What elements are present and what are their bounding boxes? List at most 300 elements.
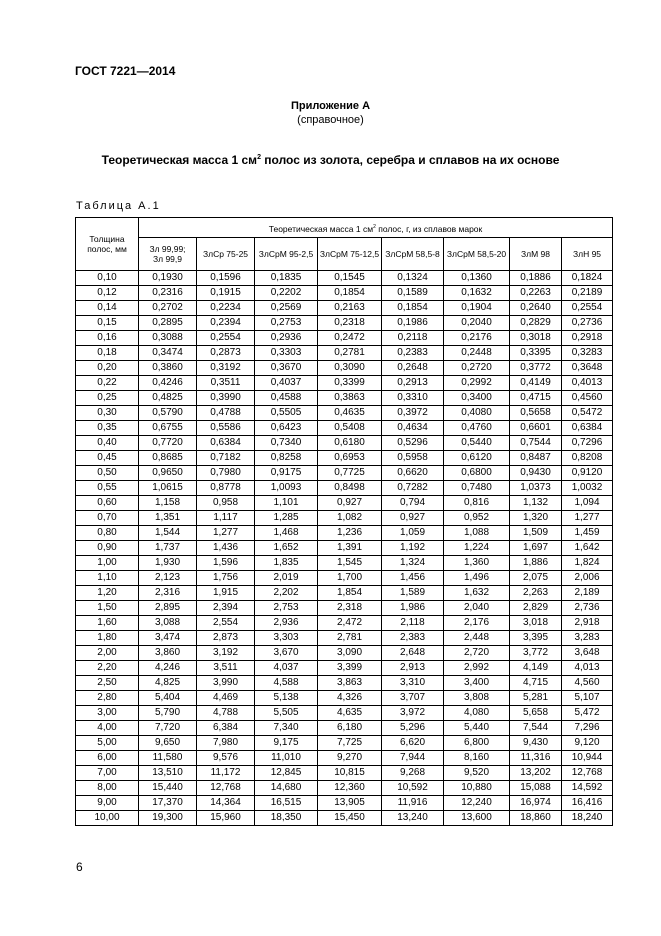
section-heading xyxy=(0,153,661,167)
table-label: Таблица А.1 xyxy=(76,200,161,212)
mass-cell: 1,094 xyxy=(562,496,613,511)
mass-cell: 0,2640 xyxy=(510,301,562,316)
mass-cell: 5,281 xyxy=(510,691,562,706)
mass-cell: 1,854 xyxy=(318,586,382,601)
table-row xyxy=(76,376,613,391)
thickness-cell: 0,45 xyxy=(76,451,139,466)
table-row xyxy=(76,301,613,316)
mass-cell: 0,3303 xyxy=(255,346,318,361)
mass-cell: 12,768 xyxy=(197,781,255,796)
appendix-subtitle: (справочное) xyxy=(297,114,364,126)
table-row xyxy=(76,736,613,751)
thickness-cell: 6,00 xyxy=(76,751,139,766)
mass-cell: 6,384 xyxy=(197,721,255,736)
mass-cell: 0,927 xyxy=(318,496,382,511)
mass-cell: 0,6384 xyxy=(197,436,255,451)
mass-cell: 0,7720 xyxy=(139,436,197,451)
thickness-cell: 4,00 xyxy=(76,721,139,736)
mass-cell: 2,448 xyxy=(444,631,510,646)
mass-cell: 0,4560 xyxy=(562,391,613,406)
mass-cell: 1,632 xyxy=(444,586,510,601)
mass-cell: 5,404 xyxy=(139,691,197,706)
thickness-cell: 1,00 xyxy=(76,556,139,571)
thickness-cell: 0,22 xyxy=(76,376,139,391)
table-row xyxy=(76,601,613,616)
mass-cell: 15,450 xyxy=(318,811,382,826)
alloy-column-header-line: ЗлСрМ 75-12,5 xyxy=(319,249,380,259)
mass-cell: 1,468 xyxy=(255,526,318,541)
alloy-column-header-line: ЗлСр 75-25 xyxy=(202,249,249,259)
mass-cell: 1,496 xyxy=(444,571,510,586)
mass-cell: 0,1824 xyxy=(562,271,613,286)
mass-cell: 2,554 xyxy=(197,616,255,631)
mass-cell: 1,0373 xyxy=(510,481,562,496)
mass-cell: 1,324 xyxy=(382,556,444,571)
mass-cell: 0,3395 xyxy=(510,346,562,361)
mass-cell: 2,895 xyxy=(139,601,197,616)
mass-cell: 9,650 xyxy=(139,736,197,751)
mass-cell: 0,1589 xyxy=(382,286,444,301)
mass-cell: 18,860 xyxy=(510,811,562,826)
mass-cell: 7,944 xyxy=(382,751,444,766)
mass-cell: 15,440 xyxy=(139,781,197,796)
mass-cell: 0,3018 xyxy=(510,331,562,346)
mass-cell: 0,2394 xyxy=(197,316,255,331)
mass-cell: 0,3474 xyxy=(139,346,197,361)
group-column-header xyxy=(139,218,613,238)
mass-cell: 9,268 xyxy=(382,766,444,781)
mass-cell: 14,680 xyxy=(255,781,318,796)
mass-cell: 0,6800 xyxy=(444,466,510,481)
table-row xyxy=(76,361,613,376)
heading-text-before: Теоретическая масса 1 см xyxy=(101,153,258,167)
mass-cell: 3,990 xyxy=(197,676,255,691)
mass-cell: 0,2176 xyxy=(444,331,510,346)
mass-cell: 0,6180 xyxy=(318,436,382,451)
mass-cell: 0,2918 xyxy=(562,331,613,346)
mass-cell: 12,240 xyxy=(444,796,510,811)
mass-cell: 0,4149 xyxy=(510,376,562,391)
mass-cell: 1,459 xyxy=(562,526,613,541)
mass-cell: 0,6755 xyxy=(139,421,197,436)
mass-cell: 17,370 xyxy=(139,796,197,811)
mass-cell: 2,913 xyxy=(382,661,444,676)
mass-cell: 11,010 xyxy=(255,751,318,766)
heading-text-after: полос из золота, серебра и сплавов на их основе xyxy=(260,153,560,167)
mass-cell: 13,240 xyxy=(382,811,444,826)
table-row xyxy=(76,496,613,511)
mass-cell: 2,394 xyxy=(197,601,255,616)
mass-cell: 3,310 xyxy=(382,676,444,691)
table-row xyxy=(76,436,613,451)
mass-cell: 10,880 xyxy=(444,781,510,796)
mass-cell: 1,158 xyxy=(139,496,197,511)
mass-cell: 2,936 xyxy=(255,616,318,631)
alloy-column-header xyxy=(382,238,444,271)
table-row xyxy=(76,556,613,571)
thickness-cell: 0,55 xyxy=(76,481,139,496)
alloy-column-header xyxy=(510,238,562,271)
mass-cell: 0,5440 xyxy=(444,436,510,451)
table-row xyxy=(76,331,613,346)
mass-cell: 1,545 xyxy=(318,556,382,571)
mass-cell: 0,3192 xyxy=(197,361,255,376)
mass-cell: 0,8258 xyxy=(255,451,318,466)
mass-cell: 0,2895 xyxy=(139,316,197,331)
mass-cell: 14,364 xyxy=(197,796,255,811)
thickness-cell: 7,00 xyxy=(76,766,139,781)
mass-cell: 1,700 xyxy=(318,571,382,586)
mass-cell: 2,720 xyxy=(444,646,510,661)
mass-cell: 0,9650 xyxy=(139,466,197,481)
mass-cell: 3,303 xyxy=(255,631,318,646)
mass-cell: 2,263 xyxy=(510,586,562,601)
mass-cell: 0,7480 xyxy=(444,481,510,496)
mass-cell: 0,6953 xyxy=(318,451,382,466)
table-row xyxy=(76,721,613,736)
mass-cell: 0,2448 xyxy=(444,346,510,361)
mass-cell: 3,395 xyxy=(510,631,562,646)
mass-cell: 0,4037 xyxy=(255,376,318,391)
mass-cell: 0,5586 xyxy=(197,421,255,436)
mass-cell: 1,277 xyxy=(562,511,613,526)
mass-cell: 9,430 xyxy=(510,736,562,751)
mass-cell: 0,5408 xyxy=(318,421,382,436)
mass-cell: 0,4588 xyxy=(255,391,318,406)
mass-cell: 1,0615 xyxy=(139,481,197,496)
mass-cell: 1,986 xyxy=(382,601,444,616)
table-row xyxy=(76,421,613,436)
mass-cell: 0,2263 xyxy=(510,286,562,301)
mass-cell: 0,7182 xyxy=(197,451,255,466)
mass-cell: 1,351 xyxy=(139,511,197,526)
mass-cell: 0,3990 xyxy=(197,391,255,406)
page-number: 6 xyxy=(76,860,83,874)
mass-cell: 1,391 xyxy=(318,541,382,556)
mass-cell: 3,018 xyxy=(510,616,562,631)
mass-cell: 1,082 xyxy=(318,511,382,526)
mass-cell: 5,107 xyxy=(562,691,613,706)
mass-cell: 1,835 xyxy=(255,556,318,571)
thickness-cell: 0,90 xyxy=(76,541,139,556)
mass-cell: 0,5505 xyxy=(255,406,318,421)
table-row xyxy=(76,286,613,301)
mass-cell: 3,474 xyxy=(139,631,197,646)
thickness-cell: 0,70 xyxy=(76,511,139,526)
mass-cell: 0,8778 xyxy=(197,481,255,496)
thickness-cell: 1,10 xyxy=(76,571,139,586)
mass-cell: 5,658 xyxy=(510,706,562,721)
table-row xyxy=(76,676,613,691)
mass-cell: 1,589 xyxy=(382,586,444,601)
mass-cell: 1,117 xyxy=(197,511,255,526)
mass-cell: 3,648 xyxy=(562,646,613,661)
mass-cell: 0,4825 xyxy=(139,391,197,406)
mass-cell: 0,1360 xyxy=(444,271,510,286)
mass-cell: 3,972 xyxy=(382,706,444,721)
mass-cell: 0,3772 xyxy=(510,361,562,376)
thickness-cell: 0,16 xyxy=(76,331,139,346)
mass-cell: 1,824 xyxy=(562,556,613,571)
mass-cell: 0,7980 xyxy=(197,466,255,481)
table-row xyxy=(76,481,613,496)
mass-cell: 0,3088 xyxy=(139,331,197,346)
mass-cell: 1,320 xyxy=(510,511,562,526)
thickness-column-header: Толщина полос, мм xyxy=(76,218,139,271)
table-row xyxy=(76,316,613,331)
thickness-cell: 0,25 xyxy=(76,391,139,406)
mass-cell: 1,101 xyxy=(255,496,318,511)
mass-cell: 12,845 xyxy=(255,766,318,781)
table-row xyxy=(76,406,613,421)
thickness-cell: 0,50 xyxy=(76,466,139,481)
mass-cell: 7,980 xyxy=(197,736,255,751)
mass-cell: 0,6601 xyxy=(510,421,562,436)
mass-cell: 0,1886 xyxy=(510,271,562,286)
thickness-cell: 0,35 xyxy=(76,421,139,436)
mass-cell: 2,019 xyxy=(255,571,318,586)
mass-cell: 0,4080 xyxy=(444,406,510,421)
thickness-cell: 0,12 xyxy=(76,286,139,301)
mass-cell: 7,340 xyxy=(255,721,318,736)
mass-cell: 2,648 xyxy=(382,646,444,661)
mass-cell: 2,189 xyxy=(562,586,613,601)
mass-cell: 2,736 xyxy=(562,601,613,616)
table-row xyxy=(76,811,613,826)
mass-cell: 13,202 xyxy=(510,766,562,781)
mass-cell: 2,472 xyxy=(318,616,382,631)
table-row xyxy=(76,571,613,586)
mass-cell: 0,958 xyxy=(197,496,255,511)
mass-cell: 2,176 xyxy=(444,616,510,631)
mass-cell: 0,2702 xyxy=(139,301,197,316)
mass-cell: 0,8685 xyxy=(139,451,197,466)
mass-cell: 0,4715 xyxy=(510,391,562,406)
mass-cell: 0,7282 xyxy=(382,481,444,496)
mass-cell: 19,300 xyxy=(139,811,197,826)
mass-cell: 9,120 xyxy=(562,736,613,751)
table-row xyxy=(76,526,613,541)
mass-cell: 18,240 xyxy=(562,811,613,826)
thickness-cell: 3,00 xyxy=(76,706,139,721)
mass-cell: 2,316 xyxy=(139,586,197,601)
mass-cell: 0,8487 xyxy=(510,451,562,466)
table-row xyxy=(76,511,613,526)
mass-cell: 1,886 xyxy=(510,556,562,571)
mass-cell: 7,296 xyxy=(562,721,613,736)
mass-cell: 5,440 xyxy=(444,721,510,736)
mass-cell: 0,2472 xyxy=(318,331,382,346)
mass-cell: 2,123 xyxy=(139,571,197,586)
alloy-column-header-line: ЗлСрМ 58,5-8 xyxy=(385,249,440,259)
alloy-column-header-line: ЗлМ 98 xyxy=(521,249,550,259)
mass-cell: 0,1930 xyxy=(139,271,197,286)
mass-cell: 14,592 xyxy=(562,781,613,796)
mass-cell: 0,5296 xyxy=(382,436,444,451)
mass-cell: 3,670 xyxy=(255,646,318,661)
mass-cell: 0,2648 xyxy=(382,361,444,376)
mass-cell: 0,2202 xyxy=(255,286,318,301)
table-row xyxy=(76,586,613,601)
mass-cell: 9,175 xyxy=(255,736,318,751)
mass-cell: 11,316 xyxy=(510,751,562,766)
mass-cell: 0,3648 xyxy=(562,361,613,376)
mass-cell: 1,697 xyxy=(510,541,562,556)
mass-cell: 2,992 xyxy=(444,661,510,676)
thickness-cell: 0,30 xyxy=(76,406,139,421)
mass-cell: 7,544 xyxy=(510,721,562,736)
mass-cell: 3,283 xyxy=(562,631,613,646)
mass-cell: 13,510 xyxy=(139,766,197,781)
mass-cell: 2,118 xyxy=(382,616,444,631)
mass-cell: 0,3090 xyxy=(318,361,382,376)
mass-cell: 9,270 xyxy=(318,751,382,766)
mass-cell: 0,2040 xyxy=(444,316,510,331)
table-row xyxy=(76,541,613,556)
mass-cell: 0,3863 xyxy=(318,391,382,406)
mass-cell: 0,7725 xyxy=(318,466,382,481)
mass-cell: 0,6423 xyxy=(255,421,318,436)
mass-cell: 0,2554 xyxy=(197,331,255,346)
mass-cell: 1,642 xyxy=(562,541,613,556)
mass-cell: 0,2736 xyxy=(562,316,613,331)
thickness-cell: 5,00 xyxy=(76,736,139,751)
mass-cell: 9,576 xyxy=(197,751,255,766)
thickness-cell: 1,50 xyxy=(76,601,139,616)
table-row xyxy=(76,661,613,676)
mass-cell: 4,635 xyxy=(318,706,382,721)
mass-cell: 16,416 xyxy=(562,796,613,811)
mass-cell: 5,505 xyxy=(255,706,318,721)
mass-cell: 0,4788 xyxy=(197,406,255,421)
mass-cell: 10,815 xyxy=(318,766,382,781)
mass-cell: 3,808 xyxy=(444,691,510,706)
mass-cell: 0,3310 xyxy=(382,391,444,406)
mass-cell: 0,6620 xyxy=(382,466,444,481)
mass-cell: 0,3400 xyxy=(444,391,510,406)
mass-cell: 18,350 xyxy=(255,811,318,826)
mass-cell: 8,160 xyxy=(444,751,510,766)
mass-cell: 0,1835 xyxy=(255,271,318,286)
mass-cell: 1,596 xyxy=(197,556,255,571)
mass-cell: 0,2913 xyxy=(382,376,444,391)
mass-cell: 0,1596 xyxy=(197,271,255,286)
table-row xyxy=(76,631,613,646)
mass-cell: 1,132 xyxy=(510,496,562,511)
mass-cell: 0,8208 xyxy=(562,451,613,466)
mass-cell: 3,088 xyxy=(139,616,197,631)
appendix-title: Приложение А xyxy=(290,100,371,112)
mass-cell: 15,960 xyxy=(197,811,255,826)
mass-cell: 4,560 xyxy=(562,676,613,691)
thickness-cell: 9,00 xyxy=(76,796,139,811)
mass-cell: 3,192 xyxy=(197,646,255,661)
mass-cell: 3,772 xyxy=(510,646,562,661)
alloy-column-header-line: Зл 99,99; xyxy=(149,244,186,254)
thickness-cell: 1,60 xyxy=(76,616,139,631)
thickness-cell: 0,20 xyxy=(76,361,139,376)
mass-cell: 1,192 xyxy=(382,541,444,556)
mass-cell: 10,944 xyxy=(562,751,613,766)
mass-cell: 2,202 xyxy=(255,586,318,601)
table-row xyxy=(76,691,613,706)
mass-cell: 0,5658 xyxy=(510,406,562,421)
mass-cell: 11,916 xyxy=(382,796,444,811)
thickness-cell: 2,00 xyxy=(76,646,139,661)
mass-cell: 1,456 xyxy=(382,571,444,586)
mass-cell: 1,236 xyxy=(318,526,382,541)
mass-cell: 0,816 xyxy=(444,496,510,511)
mass-cell: 4,149 xyxy=(510,661,562,676)
mass-cell: 4,037 xyxy=(255,661,318,676)
thickness-cell: 0,60 xyxy=(76,496,139,511)
mass-cell: 2,075 xyxy=(510,571,562,586)
mass-cell: 0,1904 xyxy=(444,301,510,316)
mass-cell: 2,383 xyxy=(382,631,444,646)
mass-cell: 0,2318 xyxy=(318,316,382,331)
mass-cell: 4,469 xyxy=(197,691,255,706)
thickness-cell: 0,14 xyxy=(76,301,139,316)
alloy-column-header xyxy=(318,238,382,271)
mass-cell: 0,2781 xyxy=(318,346,382,361)
mass-cell: 16,974 xyxy=(510,796,562,811)
mass-cell: 15,088 xyxy=(510,781,562,796)
mass-cell: 2,918 xyxy=(562,616,613,631)
alloy-column-header xyxy=(444,238,510,271)
alloy-column-header xyxy=(562,238,613,271)
mass-cell: 3,090 xyxy=(318,646,382,661)
mass-cell: 2,318 xyxy=(318,601,382,616)
table-row xyxy=(76,646,613,661)
mass-cell: 13,600 xyxy=(444,811,510,826)
group-header-before: Теоретическая масса 1 см xyxy=(268,223,374,234)
table-row xyxy=(76,391,613,406)
mass-cell: 0,7544 xyxy=(510,436,562,451)
mass-cell: 0,4760 xyxy=(444,421,510,436)
mass-cell: 4,246 xyxy=(139,661,197,676)
alloy-column-header-line: ЗлСрМ 95-2,5 xyxy=(258,249,314,259)
mass-cell: 0,2118 xyxy=(382,331,444,346)
mass-cell: 1,088 xyxy=(444,526,510,541)
mass-cell: 0,4246 xyxy=(139,376,197,391)
mass-cell: 0,3860 xyxy=(139,361,197,376)
thickness-cell: 1,20 xyxy=(76,586,139,601)
mass-cell: 0,2936 xyxy=(255,331,318,346)
mass-cell: 0,1545 xyxy=(318,271,382,286)
mass-cell: 1,930 xyxy=(139,556,197,571)
document-standard-code: ГОСТ 7221—2014 xyxy=(75,64,176,78)
mass-cell: 2,040 xyxy=(444,601,510,616)
alloy-column-header xyxy=(139,238,197,271)
mass-cell: 1,059 xyxy=(382,526,444,541)
mass-cell: 16,515 xyxy=(255,796,318,811)
mass-cell: 2,753 xyxy=(255,601,318,616)
alloy-column-header xyxy=(197,238,255,271)
mass-cell: 0,6120 xyxy=(444,451,510,466)
thickness-cell: 0,10 xyxy=(76,271,139,286)
mass-cell: 0,2829 xyxy=(510,316,562,331)
table-row xyxy=(76,751,613,766)
mass-cell: 0,9430 xyxy=(510,466,562,481)
mass-cell: 0,2720 xyxy=(444,361,510,376)
mass-cell: 4,788 xyxy=(197,706,255,721)
alloy-column-header-line: Зл 99,9 xyxy=(153,254,182,264)
mass-cell: 0,3511 xyxy=(197,376,255,391)
mass-cell: 1,360 xyxy=(444,556,510,571)
alloy-column-header xyxy=(255,238,318,271)
mass-cell: 1,737 xyxy=(139,541,197,556)
mass-cell: 0,1632 xyxy=(444,286,510,301)
